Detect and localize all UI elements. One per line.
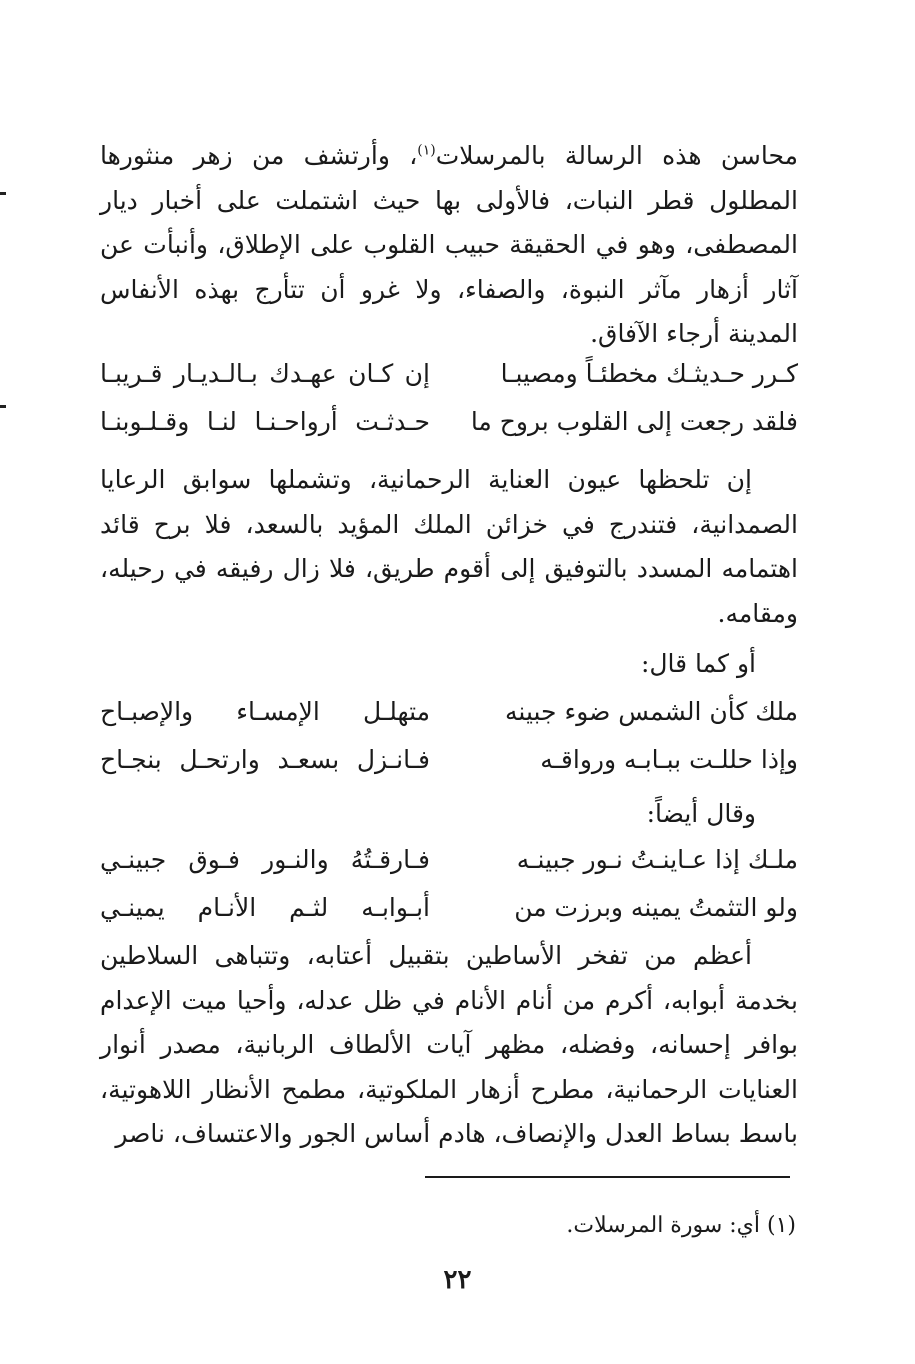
verse-2-2: [100, 738, 798, 782]
verse-first-hemistich: كـرر حـديثـك مخطئـاً ومصيبـا: [500, 359, 798, 388]
paragraph-3-text: أعظم من تفخر الأساطين بتقبيل أعتابه، وتتباهى السلاطين بخدمة أبوابه، أكرم من أنام الأنام في ظل عدله، وأحيا ميت الإعدام بوافر إحسانه، وفضله، مظهر آيات الألطاف الربانية، مصدر أنوار العنايات الرحمانية، مطرح أزهار الملكوتية، مطمح الأنظار اللاهوتية، باسط بساط العدل والإنصاف، هادم أساس الجور والاعتساف، ناصر: [100, 941, 798, 1148]
verse-first-hemistich: فلقد رجعت إلى القلوب بروح ما: [470, 407, 798, 436]
verse-second-hemistich: أبـوابـه لثـم الأنـام يمينـي: [100, 893, 430, 922]
page-number: ٢٢: [443, 1265, 472, 1295]
verse-2-1: [100, 690, 798, 734]
footnote: (١) أي: سورة المرسلات.: [566, 1213, 796, 1238]
paragraph-1-text-end: ، وأرتشف من زهر منثورها المطلول قطر النبات، فالأولى بها حيث اشتملت على أخبار ديار المصطفى، وهو في الحقيقة حبيب القلوب على الإطلاق، وأنبأت عن آثار أزهار مآثر النبوة، والصفاء، ولا غرو أن تتأرج بهذه الأنفاس المدينة أرجاء الآفاق.: [100, 141, 798, 348]
verse-first-hemistich: وإذا حللـت ببـابـه ورواقـه: [540, 745, 798, 774]
paragraph-1: [100, 134, 798, 357]
verse-second-hemistich: متهلـل الإمسـاء والإصبـاح: [100, 697, 430, 726]
paragraph-2-text: إن تلحظها عيون العناية الرحمانية، وتشملها سوابق الرعايا الصمدانية، فتندرج في خزائن الملك المؤيد بالسعد، فلا برح قائد اهتمامه المسدد بالتوفيق إلى أقوم طريق، فلا زال رفيقه في رحيله، ومقامه.: [100, 465, 798, 628]
quote-intro-2: وقال أيضاً:: [646, 799, 756, 828]
footnote-reference[interactable]: (١): [417, 142, 436, 159]
paragraph-2: [100, 458, 798, 636]
verse-1-2: [100, 400, 798, 444]
edge-mark-top: [0, 192, 6, 195]
edge-mark-middle: [0, 405, 6, 408]
verse-3-1: [100, 838, 798, 882]
verse-first-hemistich: ملـك إذا عـاينـتُ نـور جبينـه: [516, 845, 798, 874]
verse-second-hemistich: فـارقـتُهُ والنـور فـوق جبينـي: [100, 845, 430, 874]
verse-second-hemistich: إن كـان عهـدك بـالـديـار قـريبـا: [100, 359, 430, 388]
verse-first-hemistich: ملك كأن الشمس ضوء جبينه: [505, 697, 798, 726]
footnote-separator: [425, 1176, 790, 1178]
verse-1-1: [100, 352, 798, 396]
quote-intro-1: أو كما قال:: [640, 649, 756, 678]
verse-3-2: [100, 886, 798, 930]
paragraph-3: [100, 934, 798, 1157]
verse-first-hemistich: ولو التثمتُ يمينه وبرزت من: [514, 893, 798, 922]
paragraph-1-text-start: محاسن هذه الرسالة بالمرسلات: [435, 141, 799, 170]
verse-second-hemistich: حـدثـت أرواحـنـا لنـا وقـلـوبنـا: [100, 407, 430, 436]
verse-second-hemistich: فـانـزل بسعـد وارتحـل بنجـاح: [100, 745, 430, 774]
